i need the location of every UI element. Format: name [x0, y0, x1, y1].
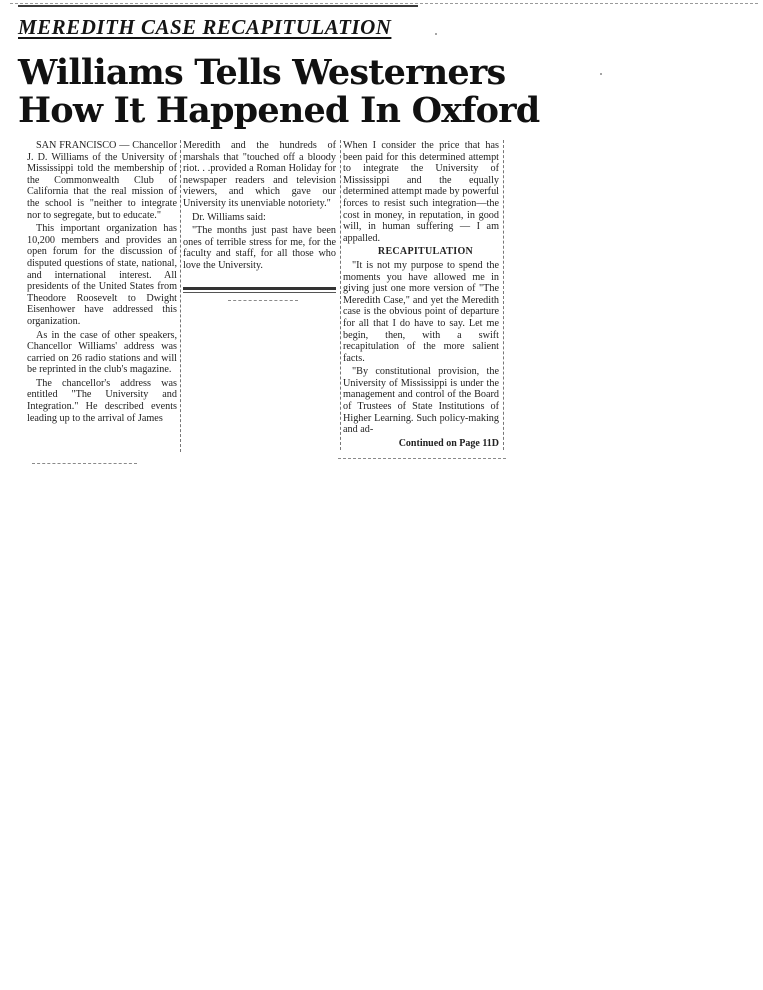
column3-subhead: RECAPITULATION: [377, 246, 474, 258]
kicker-top-rule: [18, 5, 418, 7]
top-clipping-edge: [10, 3, 758, 4]
continued-on-page: Continued on Page 11D: [398, 437, 499, 449]
column2-end-rule-thin: [183, 292, 336, 293]
column1-paragraph-4: The chancellor's address was entitled "The University and Integration." He described events leading up to the arrival of James: [27, 377, 177, 424]
column-divider-2: [340, 140, 341, 450]
right-edge-rule: [503, 140, 504, 450]
headline-line-2: How It Happened In Oxford: [18, 90, 540, 131]
column3-paragraph-2: "It is not my purpose to spend the moments you have allowed me in giving just one more version of "The Meredith Case," and yet the Meredith case is the obvious point of departure for all that I do have to say. Let me begin, then, with a swift recapitulation of the more salient facts.: [343, 259, 499, 364]
column-divider-1: [180, 140, 181, 452]
column1-paragraph-2: This important organization has 10,200 members and provides an open forum for the discussion of disputed questions of state, national, and international interest. All presidents of the United States from Theodore Roosevelt to Dwight Eisenhower have addressed this organization.: [27, 223, 177, 327]
column2-paragraph-1: Meredith and the hundreds of marshals that "touched off a bloody riot. . .provided a Roman Holiday for newspaper readers and television viewers, and which gave our University its unenviable notoriety.": [183, 140, 336, 209]
column2-end-rule: [183, 287, 336, 290]
column1-paragraph-3: As in the case of other speakers, Chancellor Williams' address was carried on 26 radio stations and will be reprinted in the club's magazine.: [27, 329, 177, 376]
headline-line-1: Williams Tells Westerners: [18, 52, 506, 93]
kicker-heading: MEREDITH CASE RECAPITULATION: [18, 15, 392, 39]
column2-paragraph-2: Dr. Williams said:: [192, 211, 266, 223]
bottom-edge-left: [32, 463, 137, 465]
column3-paragraph-3: "By constitutional provision, the University of Mississippi is under the management and control of the Board of Trustees of State Institutions of Higher Learning. Such policy-making and ad-: [343, 366, 499, 436]
print-speck: [600, 73, 602, 75]
column3-paragraph-1: When I consider the price that has been paid for this determined attempt to integrate the University of Mississippi and the equally determined attempt made by powerful forces to resist such integration—the cost in money, in reputation, in good will, in human suffering — I am appalled.: [343, 140, 499, 244]
bottom-edge-right: [338, 458, 506, 460]
print-speck: [435, 33, 437, 35]
column2-paragraph-3: "The months just past have been ones of terrible stress for me, for the faculty and staff, for all those who love the University.: [183, 225, 336, 271]
print-smudge: [228, 300, 298, 302]
article-column-2: [183, 140, 336, 274]
column1-paragraph-1: SAN FRANCISCO — Chancellor J. D. Williams of the University of Mississippi told the membership of the Commonwealth Club of California that the real mission of the school is "neither to integrate nor to segregate, but to educate.": [27, 140, 177, 221]
article-column-1: [27, 140, 177, 426]
article-column-3: [343, 140, 499, 451]
